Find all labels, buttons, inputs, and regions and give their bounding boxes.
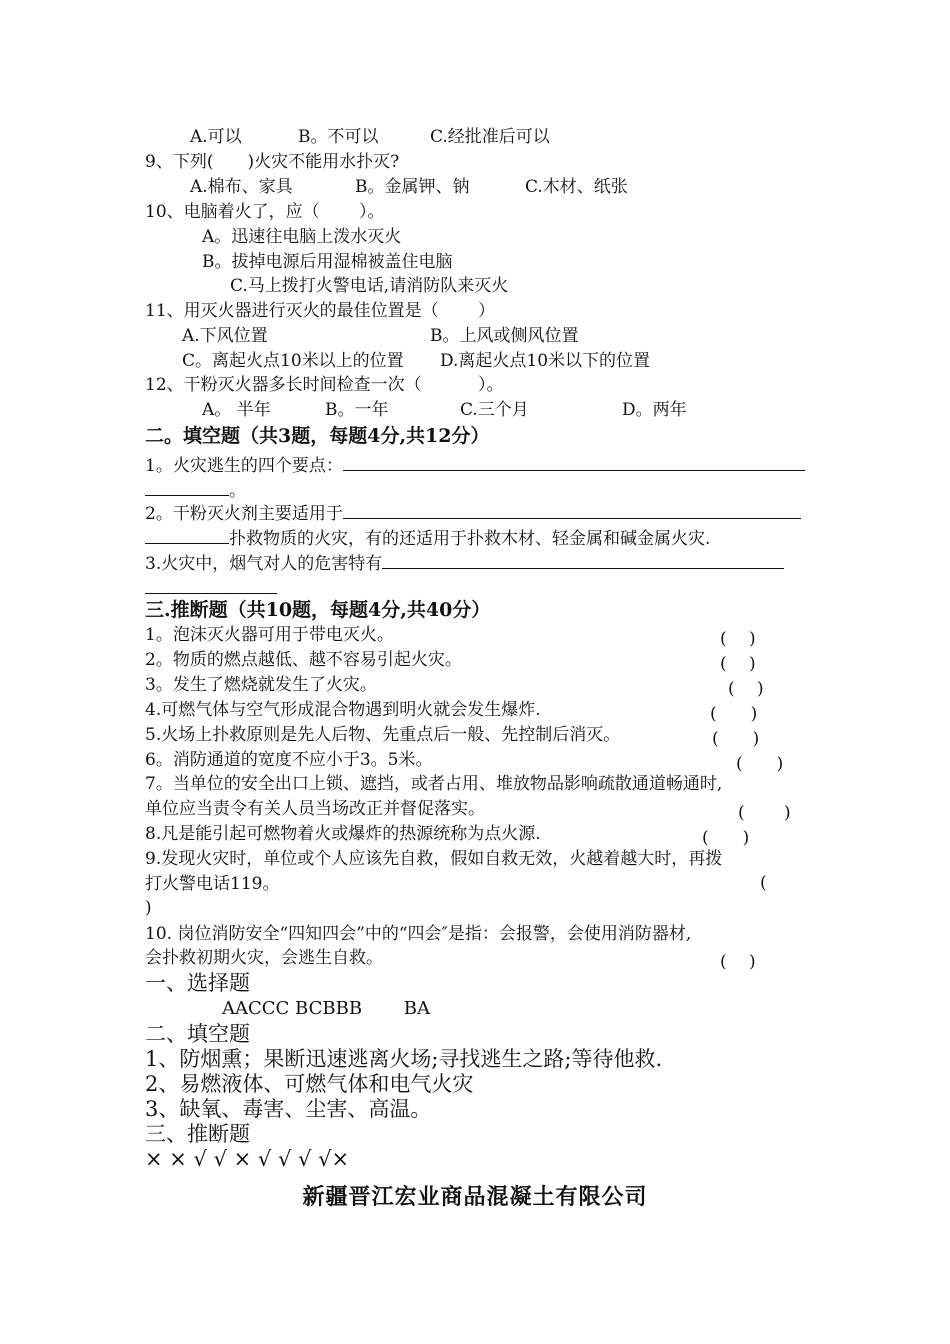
- answers-s2-a2: 2、易燃液体、可燃气体和电气火灾: [145, 1072, 474, 1096]
- answers-s1-values: AACCC BCBBB BA: [222, 998, 431, 1019]
- tf-item-9-line2: 打火警电话119。: [145, 874, 280, 894]
- q9-stem: 9、下列( )火灾不能用水扑灭?: [145, 152, 400, 172]
- q10-stem: 10、电脑着火了，应（ ）。: [145, 202, 385, 222]
- tf-item-3: 3。发生了燃烧就发生了火灾。: [145, 675, 377, 695]
- company-name: 新疆晋江宏业商品混凝土有限公司: [302, 1184, 648, 1210]
- fill-q3-cont: [145, 575, 277, 600]
- q8-option-c: C.经批准后可以: [430, 127, 550, 147]
- fill-q2-cont: [145, 525, 710, 550]
- fill-q3: [145, 550, 784, 575]
- tf-item-4-mark[interactable]: ( ): [710, 704, 758, 724]
- fill-q3-blank-cont[interactable]: [145, 575, 277, 594]
- q12-option-d: D。两年: [622, 400, 687, 420]
- tf-item-2: 2。物质的燃点越低、越不容易引起火灾。: [145, 650, 462, 670]
- tf-item-7-mark[interactable]: ( ): [738, 803, 791, 823]
- q9-option-b: B。金属钾、钠: [355, 177, 470, 197]
- tf-item-6: 6。消防通道的宽度不应小于3。5米。: [145, 750, 433, 770]
- q9-option-c: C.木材、纸张: [525, 177, 628, 197]
- fill-q1: [145, 452, 805, 477]
- tf-item-8-mark[interactable]: ( ): [702, 828, 750, 848]
- answers-s2-a1: 1、防烟熏；果断迅速逃离火场;寻找逃生之路;等待他救.: [145, 1047, 663, 1071]
- q10-option-b: B。拔掉电源后用湿棉被盖住电脑: [202, 252, 453, 272]
- fill-q1-cont: [145, 477, 246, 502]
- q10-option-a: A。迅速往电脑上泼水灭火: [202, 227, 402, 247]
- q11-option-a: A.下风位置: [182, 326, 268, 346]
- tf-item-5-mark[interactable]: ( ): [712, 729, 760, 749]
- tf-item-6-mark[interactable]: ( ): [736, 754, 784, 774]
- tf-item-5: 5.火场上扑救原则是先人后物、先重点后一般、先控制后消灭。: [145, 725, 621, 745]
- fill-q3-label: 3.火灾中，烟气对人的危害特有: [145, 554, 383, 574]
- q8-option-b: B。不可以: [298, 127, 379, 147]
- q11-stem: 11、用灭火器进行灭火的最佳位置是（ ）: [145, 301, 496, 321]
- fill-q3-blank[interactable]: [382, 550, 784, 569]
- q11-option-b: B。上风或侧风位置: [430, 326, 579, 346]
- fill-q2-blank[interactable]: [343, 500, 801, 519]
- answers-s1-title: 一、选择题: [145, 971, 250, 995]
- tf-item-7-line1: 7。当单位的安全出口上锁、遮挡，或者占用、堆放物品影响疏散通道畅通时,: [145, 774, 723, 794]
- fill-q1-end: 。: [229, 481, 246, 501]
- fill-q1-blank[interactable]: [343, 452, 805, 471]
- q8-option-a: A.可以: [190, 127, 242, 147]
- fill-q2-continuation: 扑救物质的火灾，有的还适用于扑救木材、轻金属和碱金属火灾.: [229, 529, 711, 549]
- section3-title: 三.推断题（共10题，每题4分,共40分）: [145, 599, 491, 621]
- tf-item-2-mark[interactable]: ( ): [720, 654, 756, 674]
- tf-item-3-mark[interactable]: ( ): [728, 679, 764, 699]
- tf-item-1-mark[interactable]: ( ): [720, 629, 756, 649]
- tf-item-9-mark-close: ): [145, 898, 152, 918]
- tf-item-9-mark-open[interactable]: (: [760, 873, 767, 893]
- q11-option-d: D.离起火点10米以下的位置: [440, 351, 651, 371]
- section2-title: 二。填空题（共3题，每题4分,共12分）: [145, 425, 490, 447]
- q12-option-b: B。一年: [325, 400, 389, 420]
- fill-q1-blank-cont[interactable]: [145, 477, 229, 496]
- tf-item-1: 1。泡沫灭火器可用于带电灭火。: [145, 625, 394, 645]
- q9-option-a: A.棉布、家具: [190, 177, 293, 197]
- tf-item-10-line1: 10. 岗位消防安全“四知四会”中的“四会″是指：会报警，会使用消防器材,: [145, 924, 692, 944]
- answers-s2-title: 二、填空题: [145, 1022, 250, 1046]
- tf-item-7-line2: 单位应当责令有关人员当场改正并督促落实。: [145, 799, 485, 819]
- q10-option-c: C.马上拨打火警电话,请消防队来灭火: [230, 276, 509, 296]
- q12-option-a: A。 半年: [202, 400, 271, 420]
- answers-s2-a3: 3、缺氧、毒害、尘害、高温。: [145, 1097, 432, 1121]
- q12-stem: 12、干粉灭火器多长时间检查一次（ ）。: [145, 375, 504, 395]
- answers-s3-values: × × √ √ × √ √ √ √×: [145, 1147, 350, 1171]
- fill-q2-blank-cont[interactable]: [145, 525, 229, 544]
- tf-item-9-line1: 9.发现火灾时，单位或个人应该先自救，假如自救无效，火越着越大时，再拨: [145, 849, 723, 869]
- tf-item-4: 4.可燃气体与空气形成混合物遇到明火就会发生爆炸.: [145, 700, 541, 720]
- fill-q1-label: 1。火灾逃生的四个要点：: [145, 456, 343, 476]
- fill-q2-label: 2。干粉灭火剂主要适用于: [145, 504, 343, 524]
- tf-item-8: 8.凡是能引起可燃物着火或爆炸的热源统称为点火源.: [145, 824, 541, 844]
- answers-s3-title: 三、推断题: [145, 1122, 250, 1146]
- tf-item-10-line2: 会扑救初期火灾，会逃生自救。: [145, 948, 383, 968]
- q11-option-c: C。离起火点10米以上的位置: [182, 351, 404, 371]
- q12-option-c: C.三个月: [460, 400, 529, 420]
- tf-item-10-mark[interactable]: ( ): [720, 952, 756, 972]
- fill-q2: [145, 500, 801, 525]
